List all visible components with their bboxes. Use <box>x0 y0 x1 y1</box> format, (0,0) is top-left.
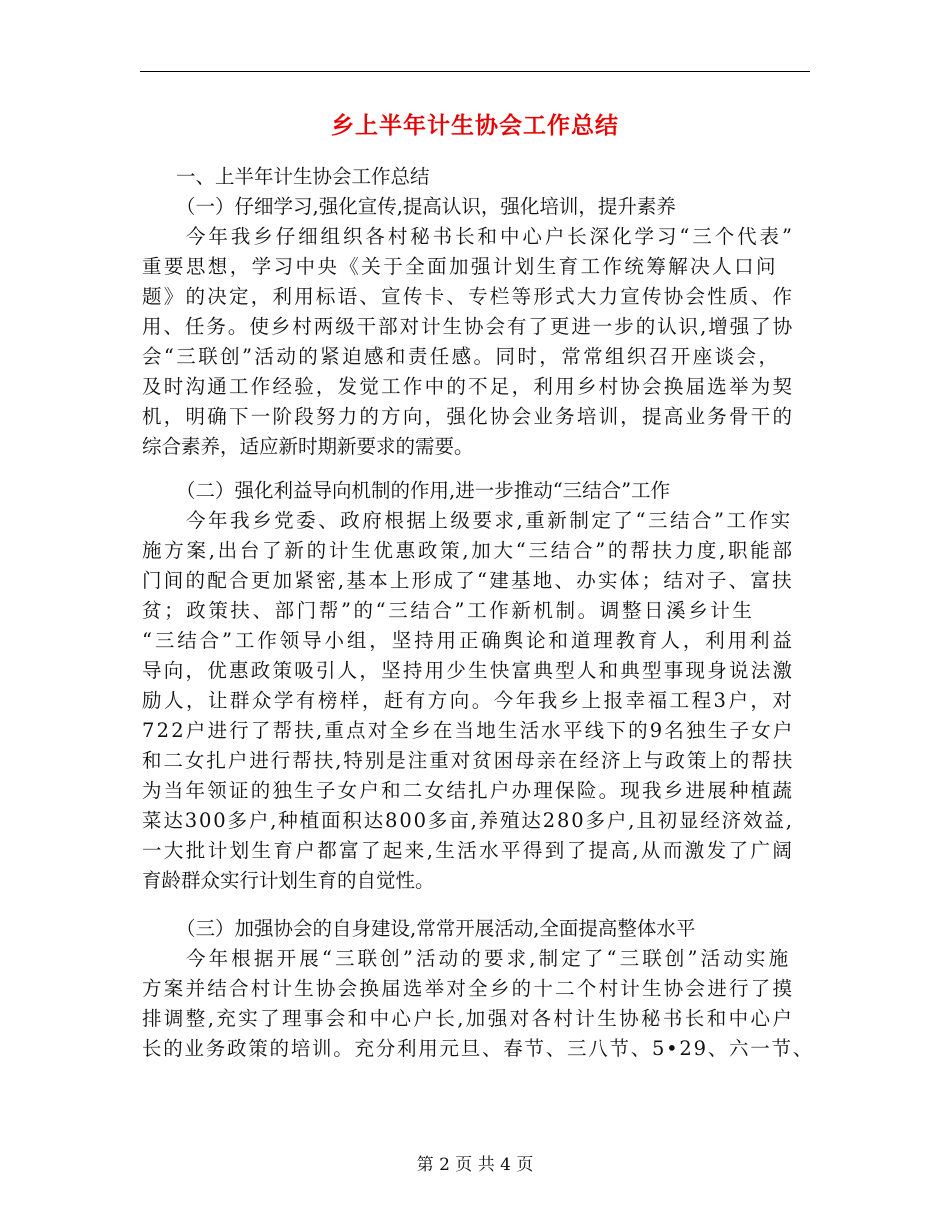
page-footer: 第 2 页 共 4 页 <box>416 1155 534 1175</box>
body-line: 机，明确下一阶段努力的方向，强化协会业务培训，提高业务骨干的 <box>142 405 795 428</box>
body-line: 排调整,充实了理事会和中心户长,加强对各村计生协秘书长和中心户 <box>142 1007 795 1030</box>
body-line: 今年我乡仔细组织各村秘书长和中心户长深化学习“三个代表” <box>186 225 795 248</box>
body-line: 今年我乡党委、政府根据上级要求,重新制定了“三结合”工作实 <box>186 509 793 532</box>
body-line: （一）仔细学习,强化宣传,提高认识，强化培训，提升素养 <box>176 195 676 218</box>
body-line: 导向，优惠政策吸引人，坚持用少生快富典型人和典型事现身说法激 <box>142 659 795 682</box>
body-line: 贫；政策扶、部门帮”的“三结合”工作新机制。调整日溪乡计生 <box>142 599 755 622</box>
body-line: 和二女扎户进行帮扶,特别是注重对贫困母亲在经济上与政策上的帮扶 <box>142 749 795 772</box>
body-line: 门间的配合更加紧密,基本上形成了“建基地、办实体；结对子、富扶 <box>142 569 794 592</box>
body-line: 综合素养，适应新时期新要求的需要。 <box>142 435 474 458</box>
body-line: 用、任务。使乡村两级干部对计生协会有了更进一步的认识,增强了协 <box>142 315 795 338</box>
body-line: “三结合”工作领导小组，坚持用正确舆论和道理教育人，利用利益 <box>142 629 795 652</box>
document-title: 乡上半年计生协会工作总结 <box>331 112 619 139</box>
body-line: 育龄群众实行计划生育的自觉性。 <box>142 869 435 892</box>
body-line: 为当年领证的独生子女户和二女结扎户办理保险。现我乡进展种植蔬 <box>142 779 795 802</box>
body-line: 今年根据开展“三联创”活动的要求,制定了“三联创”活动实施 <box>186 947 792 970</box>
body-line: 菜达300多户,种植面积达800多亩,养殖达280多户,且初显经济效益, <box>142 809 794 832</box>
header-rule <box>140 71 810 72</box>
body-line: （三）加强协会的自身建设,常常开展活动,全面提高整体水平 <box>176 917 696 940</box>
body-line: 及时沟通工作经验，发觉工作中的不足，利用乡村协会换届选举为契 <box>142 375 795 398</box>
body-line: 题》的决定，利用标语、宣传卡、专栏等形式大力宣传协会性质、作 <box>142 285 795 308</box>
body-line: 722户进行了帮扶,重点对全乡在当地生活水平线下的9名独生子女户 <box>142 719 795 742</box>
body-line: 一大批计划生育户都富了起来,生活水平得到了提高,从而激发了广阔 <box>142 839 795 862</box>
body-line: （二）强化利益导向机制的作用,进一步推动“三结合”工作 <box>176 479 671 502</box>
body-line: 重要思想，学习中央《关于全面加强计划生育工作统筹解决人口问 <box>142 255 778 278</box>
body-line: 会“三联创”活动的紧迫感和责任感。同时，常常组织召开座谈会， <box>142 345 781 368</box>
body-line: 长的业务政策的培训。充分利用元旦、春节、三八节、5•29、六一节、 <box>142 1037 814 1060</box>
body-line: 施方案,出台了新的计生优惠政策,加大“三结合”的帮扶力度,职能部 <box>142 539 795 562</box>
body-line: 励人，让群众学有榜样，赶有方向。今年我乡上报幸福工程3户，对 <box>142 689 795 712</box>
body-line: 方案并结合村计生协会换届选举对全乡的十二个村计生协会进行了摸 <box>142 977 795 1000</box>
body-line: 一、上半年计生协会工作总结 <box>176 165 430 188</box>
